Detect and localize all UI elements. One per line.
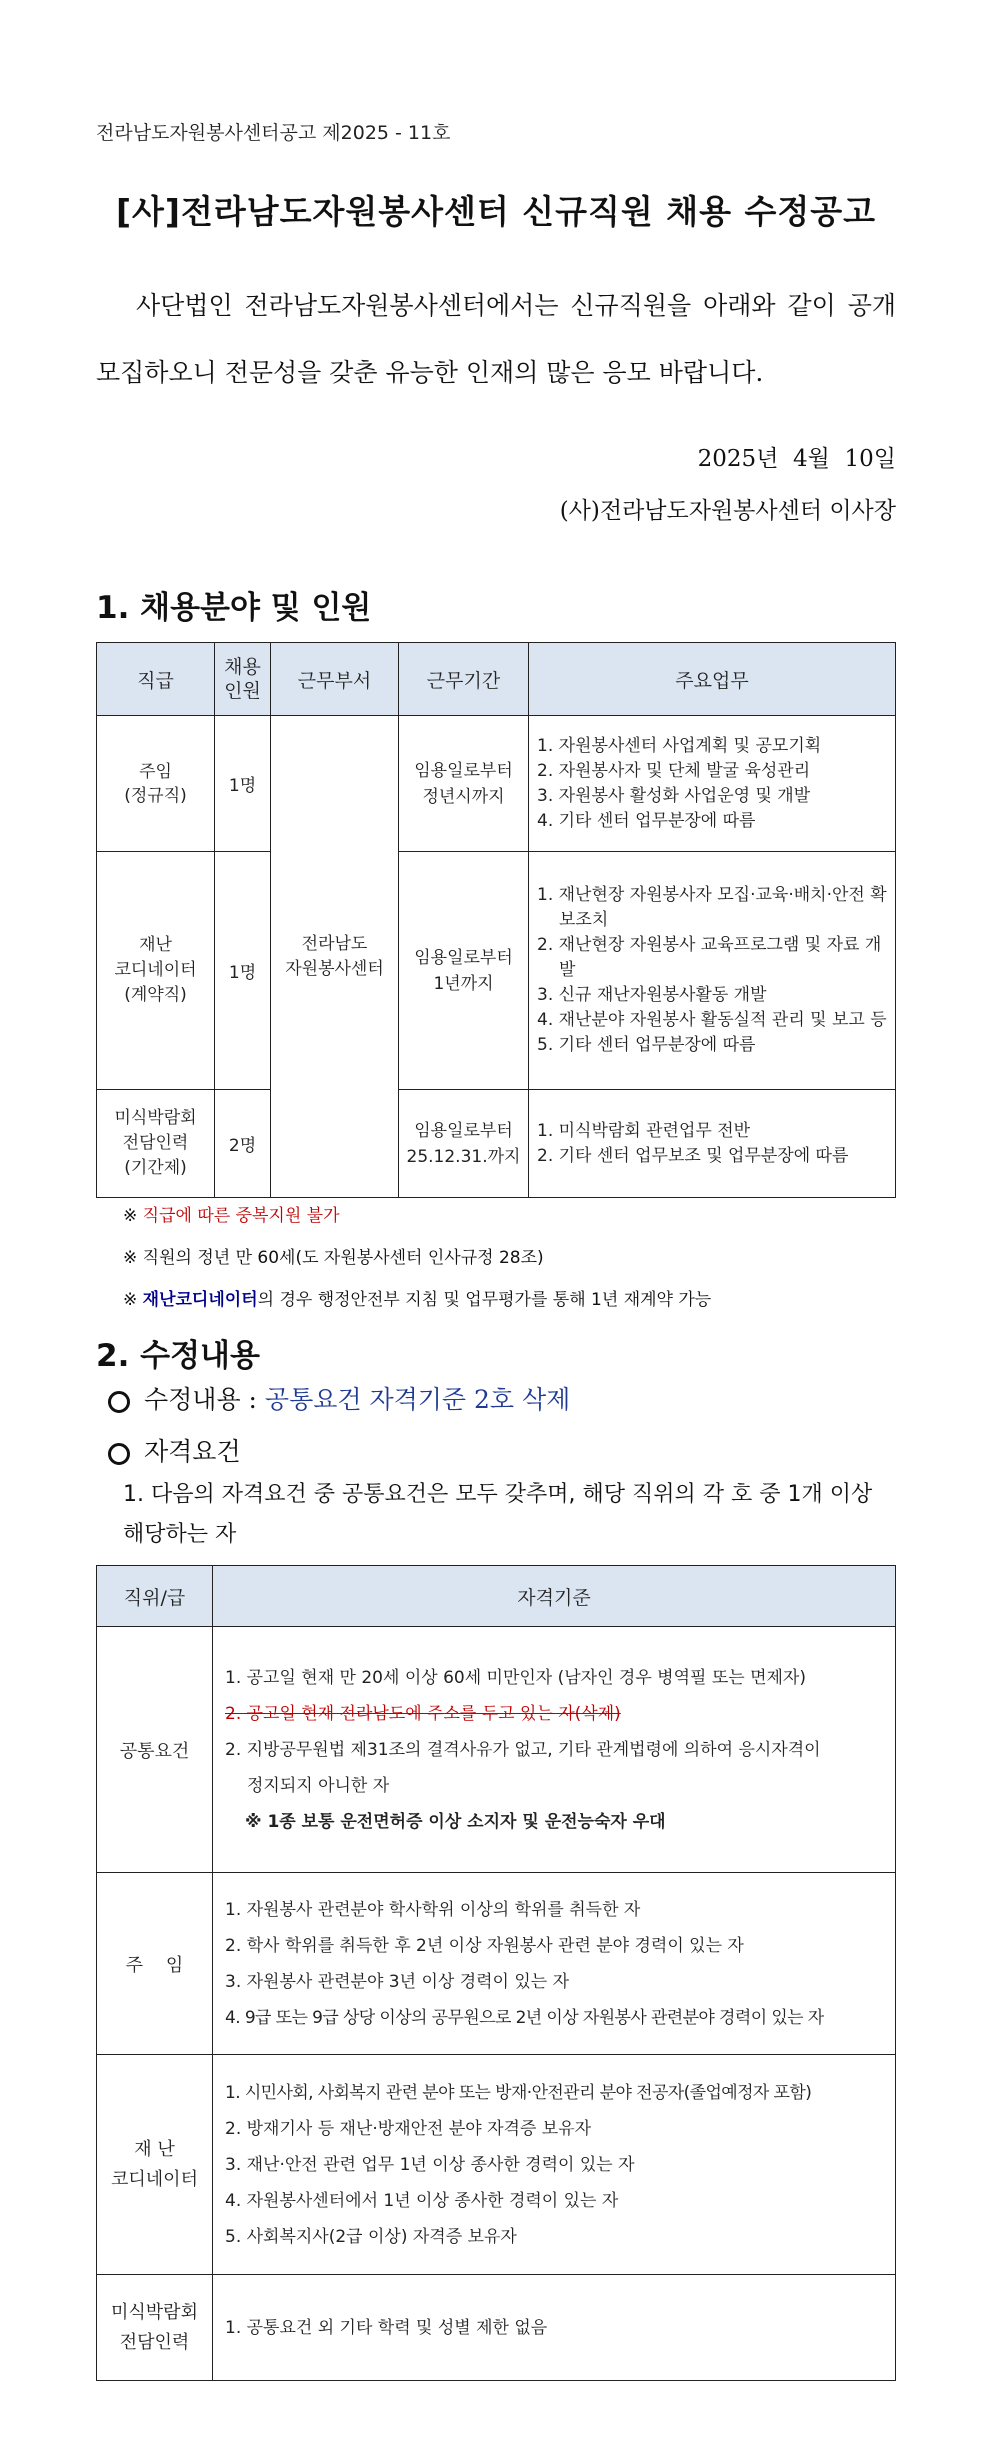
duty-item: 3. 신규 재난자원봉사활동 개발 [537, 985, 767, 1005]
qualification-table [96, 1565, 896, 2381]
note-text: 의 경우 행정안전부 지침 및 업무평가를 통해 1년 재계약 가능 [257, 1290, 712, 1310]
table-row [97, 1090, 896, 1198]
circle-bullet-icon [108, 1391, 130, 1413]
position-cell: 재 난 코디네이터 [97, 2055, 213, 2275]
duty-item: 1. 미식박람회 관련업무 전반 [537, 1120, 751, 1141]
table-row [97, 852, 896, 1090]
note-item [123, 1237, 711, 1279]
criteria-item: 2. 학사 학위를 취득한 후 2년 이상 자원봉사 관련 분야 경력이 있는 자 [225, 1935, 744, 1956]
criteria-cell [213, 1873, 896, 2055]
header-duties: 주요업무 [529, 643, 896, 716]
header-rank: 직급 [97, 643, 215, 716]
period-cell: 임용일로부터 정년시까지 [399, 716, 529, 852]
notice-date: 2025년 4월 10일 [697, 446, 896, 472]
criteria-cell [213, 1627, 896, 1873]
period-cell: 임용일로부터 25.12.31.까지 [399, 1090, 529, 1198]
rank-cell: 주임 (정규직) [97, 716, 215, 852]
section2-heading: 2. 수정내용 [96, 1338, 260, 1374]
duty-item: 5. 기타 센터 업무분장에 따름 [537, 1035, 756, 1055]
criteria-item: 4. 9급 또는 9급 상당 이상의 공무원으로 2년 이상 자원봉사 관련분야 경력이 있는 자 [225, 2007, 824, 2028]
criteria-item: 1. 공통요건 외 기타 학력 및 성별 제한 없음 [225, 2317, 548, 2338]
count-cell: 2명 [215, 1090, 271, 1198]
header-count: 채용 인원 [215, 643, 271, 716]
signer: (사)전라남도자원봉사센터 이사장 [559, 498, 896, 524]
duty-item: 1. 자원봉사센터 사업계획 및 공모기획 [537, 735, 822, 756]
note-mark: ※ [123, 1206, 138, 1226]
duty-item: 3. 자원봉사 활성화 사업운영 및 개발 [537, 785, 811, 806]
criteria-item: 5. 사회복지사(2급 이상) 자격증 보유자 [225, 2226, 517, 2247]
modification-line [108, 1380, 570, 1416]
count-cell: 1명 [215, 716, 271, 852]
duty-item: 2. 기타 센터 업무보조 및 업무분장에 따름 [537, 1145, 849, 1166]
criteria-item: 4. 자원봉사센터에서 1년 이상 종사한 경력이 있는 자 [225, 2190, 619, 2211]
duties-cell [529, 716, 896, 852]
intro-paragraph: 사단법인 전라남도자원봉사센터에서는 신규직원을 아래와 같이 공개 모집하오니 전문성을 갖춘 유능한 인재의 많은 응모 바랍니다. [96, 291, 896, 387]
criteria-cell [213, 2055, 896, 2275]
mod-label: 수정내용 : [144, 1385, 265, 1414]
section1-heading: 1. 채용분야 및 인원 [96, 590, 372, 626]
note-item [123, 1279, 711, 1321]
criteria-item: 2. 지방공무원법 제31조의 결격사유가 없고, 기타 관계법령에 의하여 응시자격이 [225, 1739, 821, 1760]
duty-item: 4. 재난분야 자원봉사 활동실적 관리 및 보고 등 [537, 1010, 887, 1030]
note-text: 직급에 따른 중복지원 불가 [142, 1206, 340, 1226]
criteria-item: 1. 공고일 현재 만 20세 이상 60세 미만인자 (남자인 경우 병역필 또는 면제자) [225, 1667, 806, 1688]
qualification-header-row [97, 1566, 896, 1627]
note-text: 직원의 정년 만 60세(도 자원봉사센터 인사규정 28조) [142, 1248, 544, 1268]
header-department: 근무부서 [271, 643, 399, 716]
header-period: 근무기간 [399, 643, 529, 716]
note-mark: ※ [123, 1290, 138, 1310]
rank-cell: 미식박람회 전담인력 (기간제) [97, 1090, 215, 1198]
page-title: [사]전라남도자원봉사센터 신규직원 채용 수정공고 [115, 192, 877, 231]
table-row [97, 2055, 896, 2275]
qualification-heading [108, 1432, 241, 1468]
criteria-cell [213, 2275, 896, 2381]
duty-item: 2. 재난현장 자원봉사 교육프로그램 및 자료 개발 [537, 935, 882, 980]
table-row [97, 2275, 896, 2381]
table-row [97, 716, 896, 852]
note-item [123, 1195, 711, 1237]
criteria-item: 3. 자원봉사 관련분야 3년 이상 경력이 있는 자 [225, 1971, 570, 1992]
table-row [97, 1873, 896, 2055]
rank-cell: 재난 코디네이터 (계약직) [97, 852, 215, 1090]
recruitment-table [96, 642, 896, 1198]
duty-item: 4. 기타 센터 업무분장에 따름 [537, 810, 756, 831]
qualification-text: 1. 다음의 자격요건 중 공통요건은 모두 갖추며, 해당 직위의 각 호 중 1개 이상 해당하는 자 [123, 1482, 873, 1547]
header-criteria: 자격기준 [213, 1566, 896, 1627]
deleted-criteria-item: 2. 공고일 현재 전라남도에 주소를 두고 있는 자(삭제) [225, 1703, 621, 1724]
criteria-item: 3. 재난·안전 관련 업무 1년 이상 종사한 경력이 있는 자 [225, 2154, 635, 2175]
mod-value: 공통요건 자격기준 2호 삭제 [264, 1385, 571, 1414]
recruitment-notes [123, 1195, 711, 1321]
duty-item: 1. 재난현장 자원봉사자 모집·교육·배치·안전 확보조치 [537, 885, 887, 930]
notice-number: 전라남도자원봉사센터공고 제2025 - 11호 [96, 122, 451, 144]
table-row [97, 1627, 896, 1873]
header-position: 직위/급 [97, 1566, 213, 1627]
duties-cell [529, 852, 896, 1090]
qual-label: 자격요건 [144, 1437, 241, 1466]
position-cell: 미식박람회 전담인력 [97, 2275, 213, 2381]
note-highlight: 재난코디네이터 [142, 1290, 258, 1310]
position-cell: 공통요건 [97, 1627, 213, 1873]
count-cell: 1명 [215, 852, 271, 1090]
duties-cell [529, 1090, 896, 1198]
circle-bullet-icon [108, 1443, 130, 1465]
position-cell: 주 임 [97, 1873, 213, 2055]
recruitment-header-row [97, 643, 896, 716]
criteria-item: 2. 방재기사 등 재난·방재안전 분야 자격증 보유자 [225, 2118, 592, 2139]
period-cell: 임용일로부터 1년까지 [399, 852, 529, 1090]
criteria-note: ※ 1종 보통 운전면허증 이상 소지자 및 운전능숙자 우대 [245, 1811, 666, 1832]
department-cell: 전라남도 자원봉사센터 [271, 716, 399, 1198]
duty-item: 2. 자원봉사자 및 단체 발굴 육성관리 [537, 760, 811, 781]
criteria-item: 1. 시민사회, 사회복지 관련 분야 또는 방재·안전관리 분야 전공자(졸업예정자 포함) [225, 2082, 812, 2103]
criteria-item: 1. 자원봉사 관련분야 학사학위 이상의 학위를 취득한 자 [225, 1899, 641, 1920]
criteria-item: 정지되지 아니한 자 [247, 1775, 390, 1796]
note-mark: ※ [123, 1248, 138, 1268]
